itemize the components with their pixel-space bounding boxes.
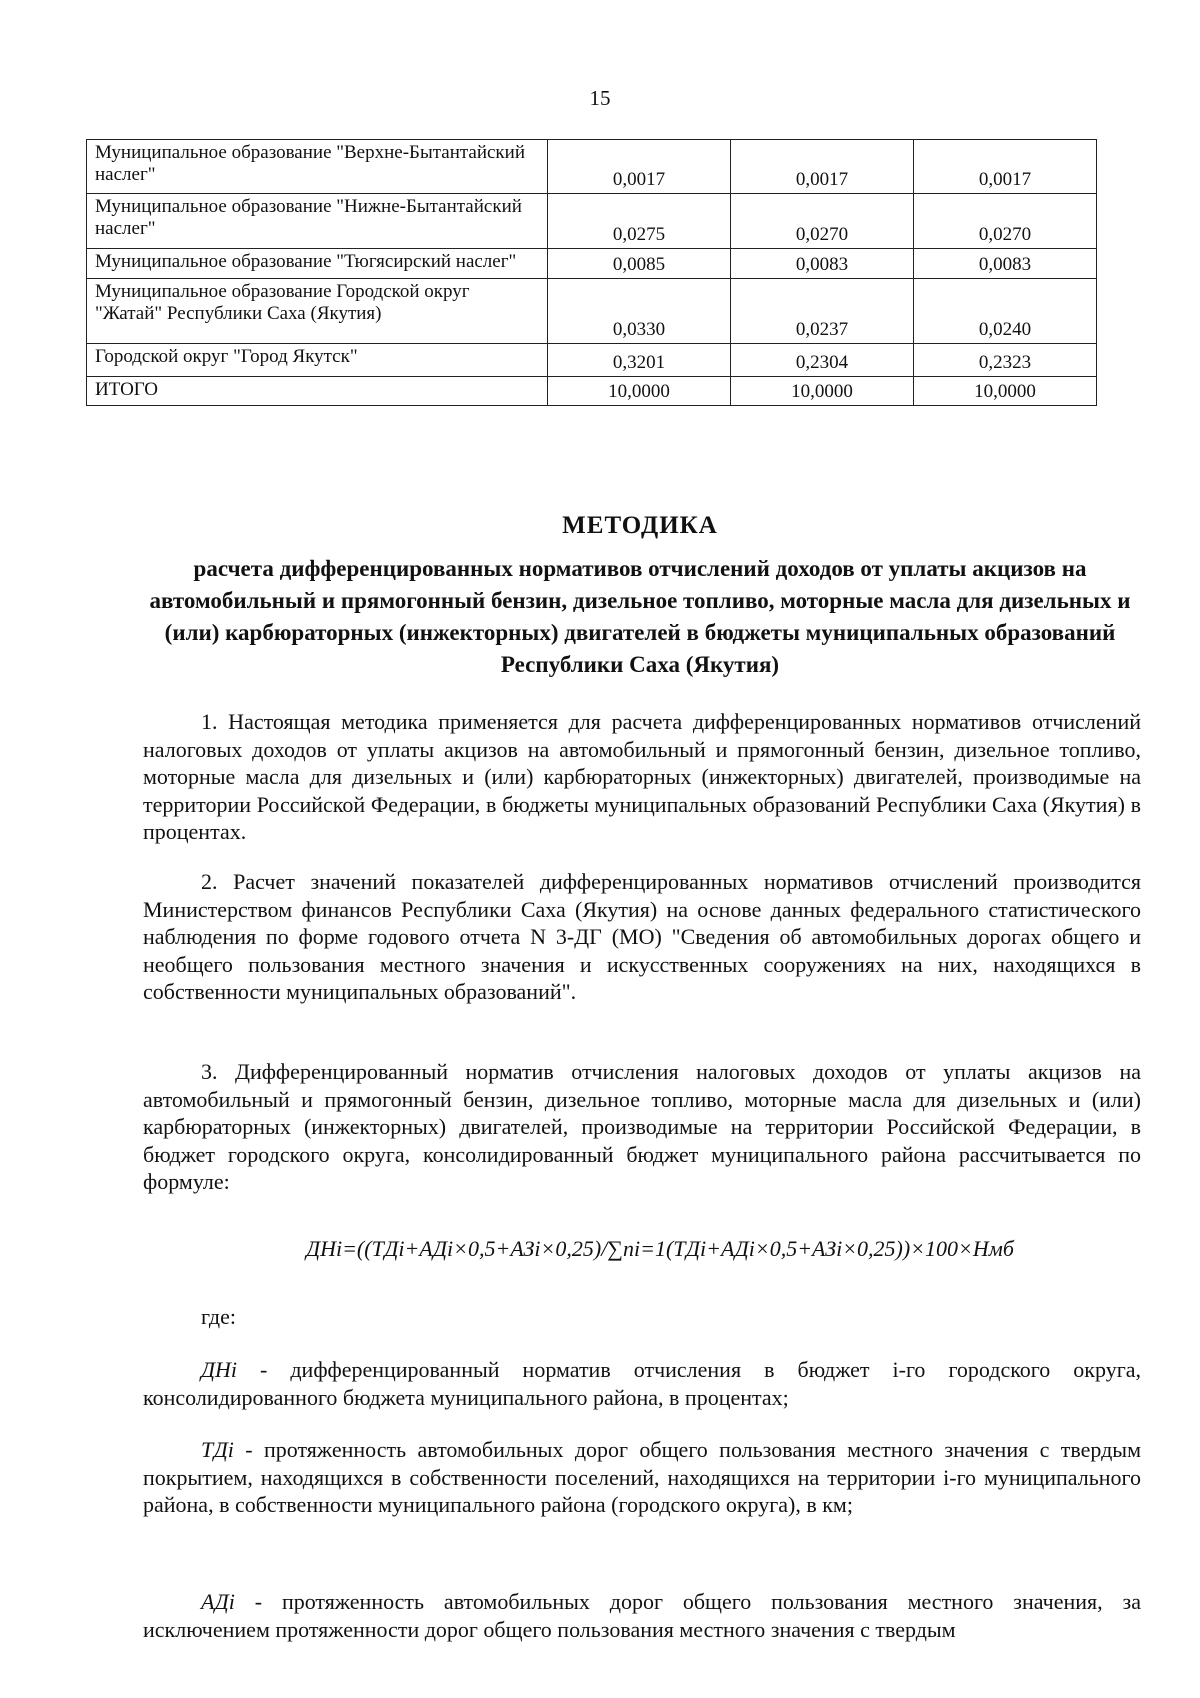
budget-norms-table (86, 139, 1097, 406)
row-value-2: 0,0083 (731, 249, 914, 279)
paragraph-2: 2. Расчет значений показателей дифференцированных нормативов отчислений производится Министерством финансов Республики Саха (Якутия) на основе данных федерального статистического наблюдения по форме годового отчета N 3-ДГ (МО) "Сведения об автомобильных дорогах общего и необщего пользования местного значения и искусственных сооружениях на них, находящихся в собственности муниципальных образований". (143, 869, 1142, 1004)
row-name: Муниципальное образование Городской округ "Жатай" Республики Саха (Якутия) (87, 279, 548, 344)
definition-symbol: АДi (201, 1589, 235, 1614)
row-name: Городской округ "Город Якутск" (87, 344, 548, 377)
definition-text: - дифференцированный норматив отчисления в бюджет i-го городского округа, консолидированного бюджета муниципального района, в процентах; (143, 1357, 1141, 1410)
table-row (87, 140, 1097, 194)
definition-item (143, 1356, 1141, 1411)
row-value-2: 0,2304 (731, 344, 914, 377)
paragraph-1: 1. Настоящая методика применяется для расчета дифференцированных нормативов отчислений налоговых доходов от уплаты акцизов на автомобильный и прямогонный бензин, дизельное топливо, моторные масла для дизельных и (или) карбюраторных (инжекторных) двигателей, производимые на территории Российской Федерации, в бюджеты муниципальных образований Республики Саха (Якутия) в процентах. (143, 709, 1141, 844)
row-name: Муниципальное образование "Тюгясирский наслег" (87, 249, 548, 279)
paragraph-3: 3. Дифференцированный норматив отчисления налоговых доходов от уплаты акцизов на автомобильный и прямогонный бензин, дизельное топливо, моторные масла для дизельных и (или) карбюраторных (инжекторных) двигателей, производимые на территории Российской Федерации, в бюджет городского округа, консолидированный бюджет муниципального района рассчитывается по формуле: (143, 1059, 1141, 1194)
table-row (87, 194, 1097, 249)
row-name: Муниципальное образование "Нижне-Бытантайский наслег" (87, 194, 548, 249)
definition-symbol: ТДi (201, 1437, 234, 1462)
page-number: 15 (589, 86, 611, 110)
where-label: где: (201, 1304, 236, 1329)
definition-text: - протяженность автомобильных дорог общего пользования местного значения, за исключением протяженности дорог общего пользования местного значения с твердым (143, 1589, 1141, 1642)
row-value-1: 0,0085 (548, 249, 731, 279)
table-row (87, 344, 1097, 377)
row-value-3: 0,0240 (914, 279, 1097, 344)
row-name: Муниципальное образование "Верхне-Бытантайский наслег" (87, 140, 548, 194)
row-value-1: 0,3201 (548, 344, 731, 377)
methodology-subtitle: расчета дифференцированных нормативов отчислений доходов от уплаты акцизов на автомобильный и прямогонный бензин, дизельное топливо, моторные масла для дизельных и (или) карбюраторных (инжекторных) двигателей в бюджеты муниципальных образований Республики Саха (Якутия) (149, 556, 1131, 677)
definition-symbol: ДНi (201, 1357, 237, 1382)
row-value-1: 10,0000 (548, 377, 731, 406)
row-value-3: 0,0270 (914, 194, 1097, 249)
row-value-2: 10,0000 (731, 377, 914, 406)
table-row (87, 249, 1097, 279)
table-row (87, 279, 1097, 344)
definition-item (143, 1588, 1141, 1643)
row-value-1: 0,0330 (548, 279, 731, 344)
definition-text: - протяженность автомобильных дорог общего пользования местного значения с твердым покрытием, находящихся в собственности поселений, находящихся на территории i-го муниципального района, в собственности муниципального района (городского округа), в км; (143, 1437, 1141, 1517)
row-name: ИТОГО (87, 377, 548, 406)
row-value-2: 0,0017 (731, 140, 914, 194)
row-value-1: 0,0017 (548, 140, 731, 194)
row-value-3: 10,0000 (914, 377, 1097, 406)
definition-item (143, 1436, 1141, 1519)
methodology-title: МЕТОДИКА (562, 512, 718, 539)
row-value-2: 0,0270 (731, 194, 914, 249)
row-value-3: 0,2323 (914, 344, 1097, 377)
row-value-2: 0,0237 (731, 279, 914, 344)
row-value-1: 0,0275 (548, 194, 731, 249)
row-value-3: 0,0017 (914, 140, 1097, 194)
formula: ДНi=((ТДi+АДi×0,5+АЗi×0,25)/∑ni=1(ТДi+АДi×0,5+АЗi×0,25))×100×Нмб (306, 1236, 1014, 1261)
table-total-row (87, 377, 1097, 406)
row-value-3: 0,0083 (914, 249, 1097, 279)
